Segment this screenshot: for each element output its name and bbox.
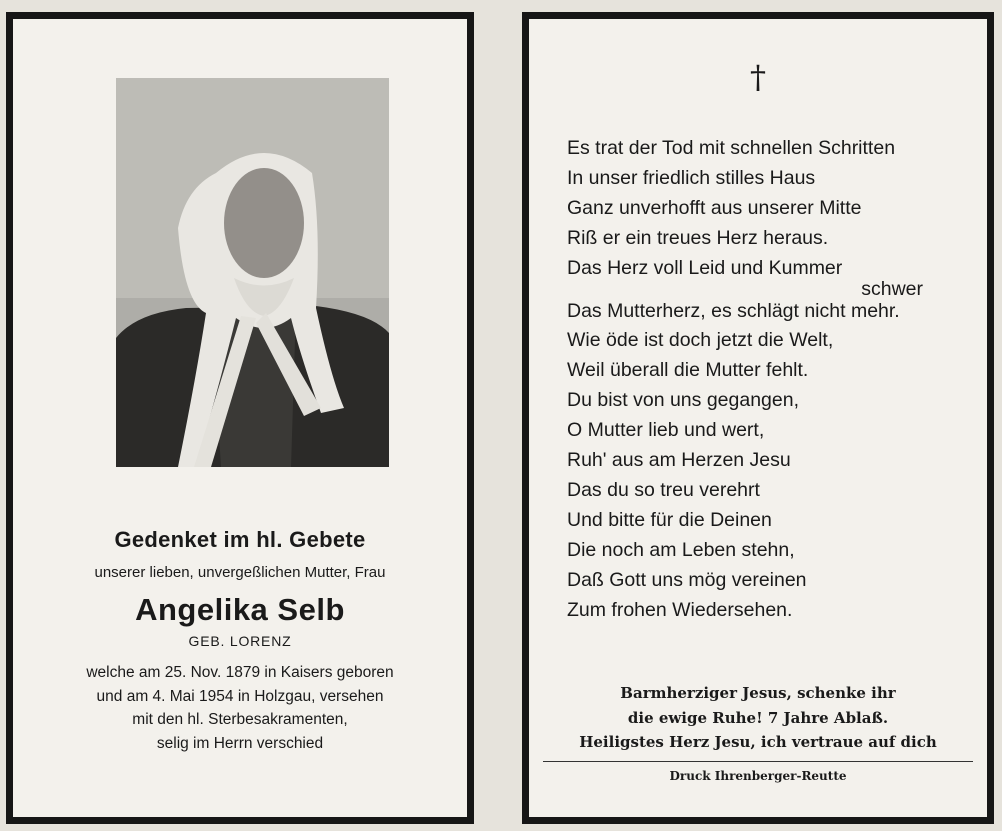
deceased-name: Angelika Selb <box>135 592 345 627</box>
poem-line: Du bist von uns gegangen, <box>567 389 800 412</box>
bio-line: und am 4. Mai 1954 in Holzgau, versehen <box>96 687 384 705</box>
prayer-line: die ewige Ruhe! 7 Jahre Ablaß. <box>627 708 889 727</box>
poem-line: Das Herz voll Leid und Kummer <box>567 256 843 279</box>
memorial-poem <box>567 134 987 626</box>
poem-line: Das du so treu verehrt <box>567 478 760 501</box>
poem-line: O Mutter lieb und wert, <box>567 419 765 442</box>
printer-credit: Druck Ihrenberger-Reutte <box>669 769 847 783</box>
portrait-photo <box>116 78 389 467</box>
poem-line: Ruh' aus am Herzen Jesu <box>567 449 791 472</box>
cross-icon: † <box>750 58 766 96</box>
poem-line: Zum frohen Wiedersehen. <box>567 598 793 621</box>
memorial-heading: Gedenket im hl. Gebete <box>114 527 366 552</box>
maiden-name: GEB. LORENZ <box>188 633 292 649</box>
memorial-subtitle: unserer lieben, unvergeßlichen Mutter, Frau <box>94 564 386 581</box>
poem-line: Wie öde ist doch jetzt die Welt, <box>567 329 834 352</box>
poem-line: Daß Gott uns mög vereinen <box>567 568 807 591</box>
poem-line: Das Mutterherz, es schlägt nicht mehr. <box>567 299 900 322</box>
poem-line: In unser friedlich stilles Haus <box>567 166 816 189</box>
prayer-text <box>529 681 987 755</box>
portrait-illustration <box>116 78 389 467</box>
left-card-panel <box>6 12 474 824</box>
biography-text <box>13 661 467 755</box>
poem-line: Es trat der Tod mit schnellen Schritten <box>567 137 896 159</box>
divider-line <box>543 761 973 762</box>
poem-line-continuation: schwer <box>861 277 923 300</box>
prayer-line: Heiligstes Herz Jesu, ich vertraue auf dich <box>579 733 937 751</box>
poem-line: Ganz unverhofft aus unserer Mitte <box>567 196 862 219</box>
bio-line: welche am 25. Nov. 1879 in Kaisers geboren <box>86 664 394 681</box>
poem-line: Weil überall die Mutter fehlt. <box>567 359 809 382</box>
prayer-line: Barmherziger Jesus, schenke ihr <box>620 684 896 702</box>
bio-line: selig im Herrn verschied <box>156 734 324 752</box>
poem-line: Riß er ein treues Herz heraus. <box>567 226 829 249</box>
right-card-panel <box>522 12 994 824</box>
poem-line: Und bitte für die Deinen <box>567 508 772 531</box>
poem-line: Die noch am Leben stehn, <box>567 538 795 561</box>
bio-line: mit den hl. Sterbesakramenten, <box>132 711 348 728</box>
